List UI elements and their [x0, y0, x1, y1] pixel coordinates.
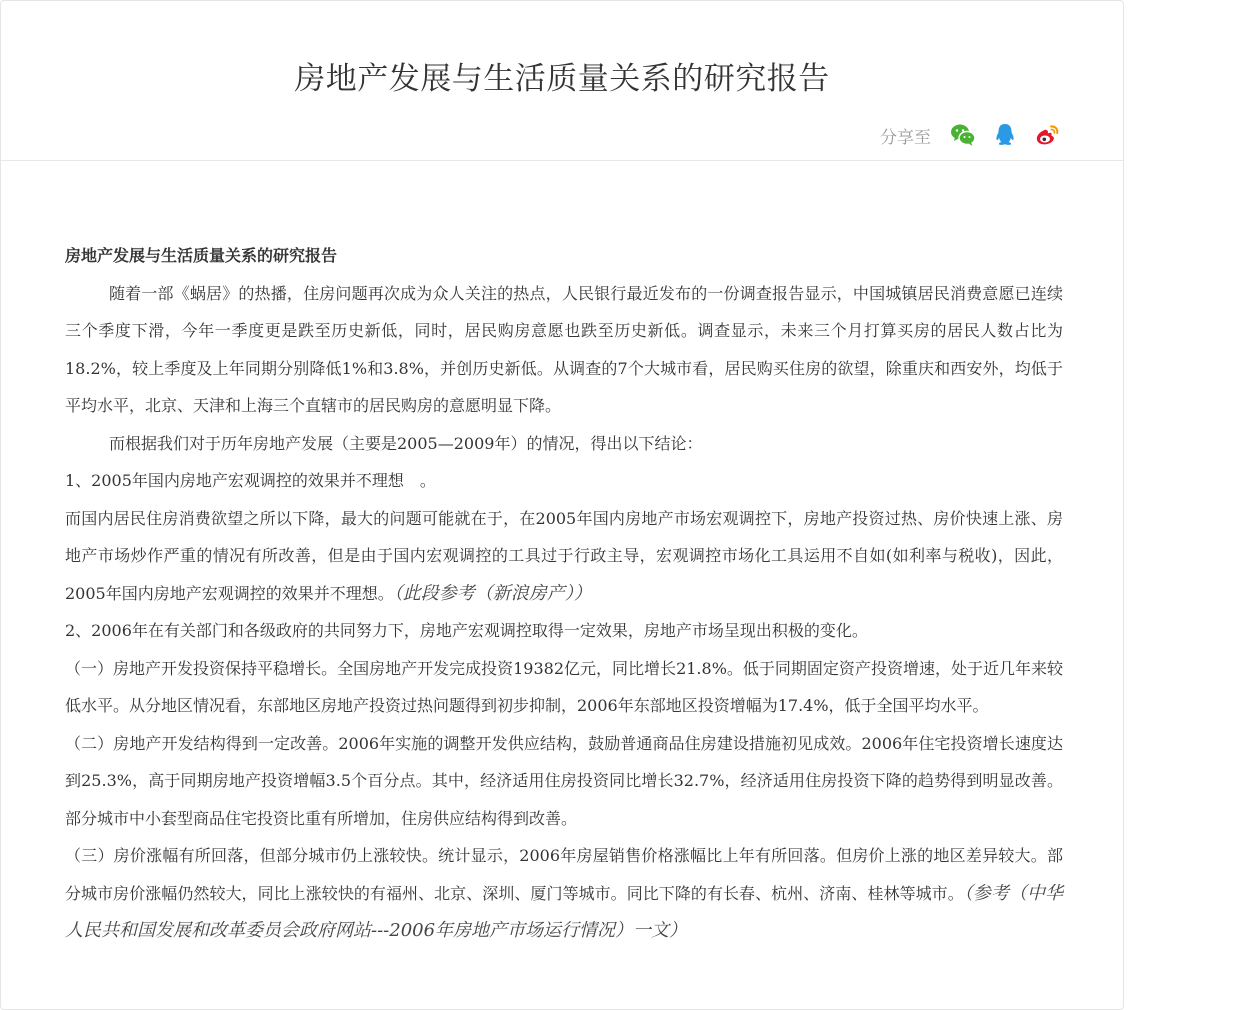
page-title: 房地产发展与生活质量关系的研究报告	[294, 61, 830, 97]
paragraph-conclusion-lead: 而根据我们对于历年房地产发展（主要是2005—2009年）的情况，得出以下结论：	[109, 433, 703, 453]
share-bar	[880, 121, 1061, 149]
conclusion-1-heading: 1、2005年国内房地产宏观调控的效果并不理想 。	[65, 471, 436, 490]
reference-note-sina: （此段参考（新浪房产））	[393, 582, 592, 604]
conclusion-2-heading: 2、2006年在有关部门和各级政府的共同努力下，房地产宏观调控取得一定效果，房地产市场呈现出积极的变化。	[65, 621, 868, 640]
qq-icon[interactable]	[991, 121, 1019, 149]
paragraph-intro: 随着一部《蜗居》的热播，住房问题再次成为众人关注的热点，人民银行最近发布的一份调查报告显示，中国城镇居民消费意愿已连续三个季度下滑，今年一季度更是跌至历史新低，同时，居民购房意愿也跌至历史新低。调查显示，未来三个月打算买房的居民人数占比为18.2%，较上季度及上年同期分别降低1%和3.8%，并创历史新低。从调查的7个大城市看，居民购买住房的欲望，除重庆和西安外，均低于平均水平，北京、天津和上海三个直辖市的居民购房的意愿明显下降。	[65, 283, 1063, 415]
conclusion-1-body	[65, 500, 1063, 613]
wechat-icon[interactable]	[949, 121, 977, 149]
article-title: 房地产发展与生活质量关系的研究报告	[65, 246, 338, 265]
article-header	[1, 1, 1123, 161]
reference-note-ndrc: （参考（中华人民共和国发展和改革委员会政府网站---2006年房地产市场运行情况）一文）	[65, 882, 1063, 941]
point-3-prices	[65, 837, 1063, 950]
point-2-structure: （二）房地产开发结构得到一定改善。2006年实施的调整开发供应结构，鼓励普通商品住房建设措施初见成效。2006年住宅投资增长速度达到25.3%，高于同期房地产投资增幅3.5个百分点。其中，经济适用住房投资同比增长32.7%，经济适用住房投资下降的趋势得到明显改善。部分城市中小套型商品住宅投资比重有所增加，住房供应结构得到改善。	[65, 733, 1063, 828]
article-body	[65, 237, 1063, 950]
point-3-text: （三）房价涨幅有所回落，但部分城市仍上涨较快。统计显示，2006年房屋销售价格涨幅比上年有所回落。但房价上涨的地区差异较大。部分城市房价涨幅仍然较大，同比上涨较快的有福州、北京、深圳、厦门等城市。同比下降的有长春、杭州、济南、桂林等城市。	[65, 846, 1063, 903]
weibo-icon[interactable]	[1033, 121, 1061, 149]
conclusion-1-text: 而国内居民住房消费欲望之所以下降，最大的问题可能就在于，在2005年国内房地产市场宏观调控下，房地产投资过热、房价快速上涨、房地产市场炒作严重的情况有所改善，但是由于国内宏观调控的工具过于行政主导，宏观调控市场化工具运用不自如(如利率与税收)，因此，2005年国内房地产宏观调控的效果并不理想。	[65, 508, 1063, 603]
share-label: 分享至	[880, 127, 931, 148]
point-1-investment: （一）房地产开发投资保持平稳增长。全国房地产开发完成投资19382亿元，同比增长21.8%。低于同期固定资产投资增速，处于近几年来较低水平。从分地区情况看，东部地区房地产投资过热问题得到初步抑制，2006年东部地区投资增幅为17.4%，低于全国平均水平。	[65, 658, 1063, 715]
